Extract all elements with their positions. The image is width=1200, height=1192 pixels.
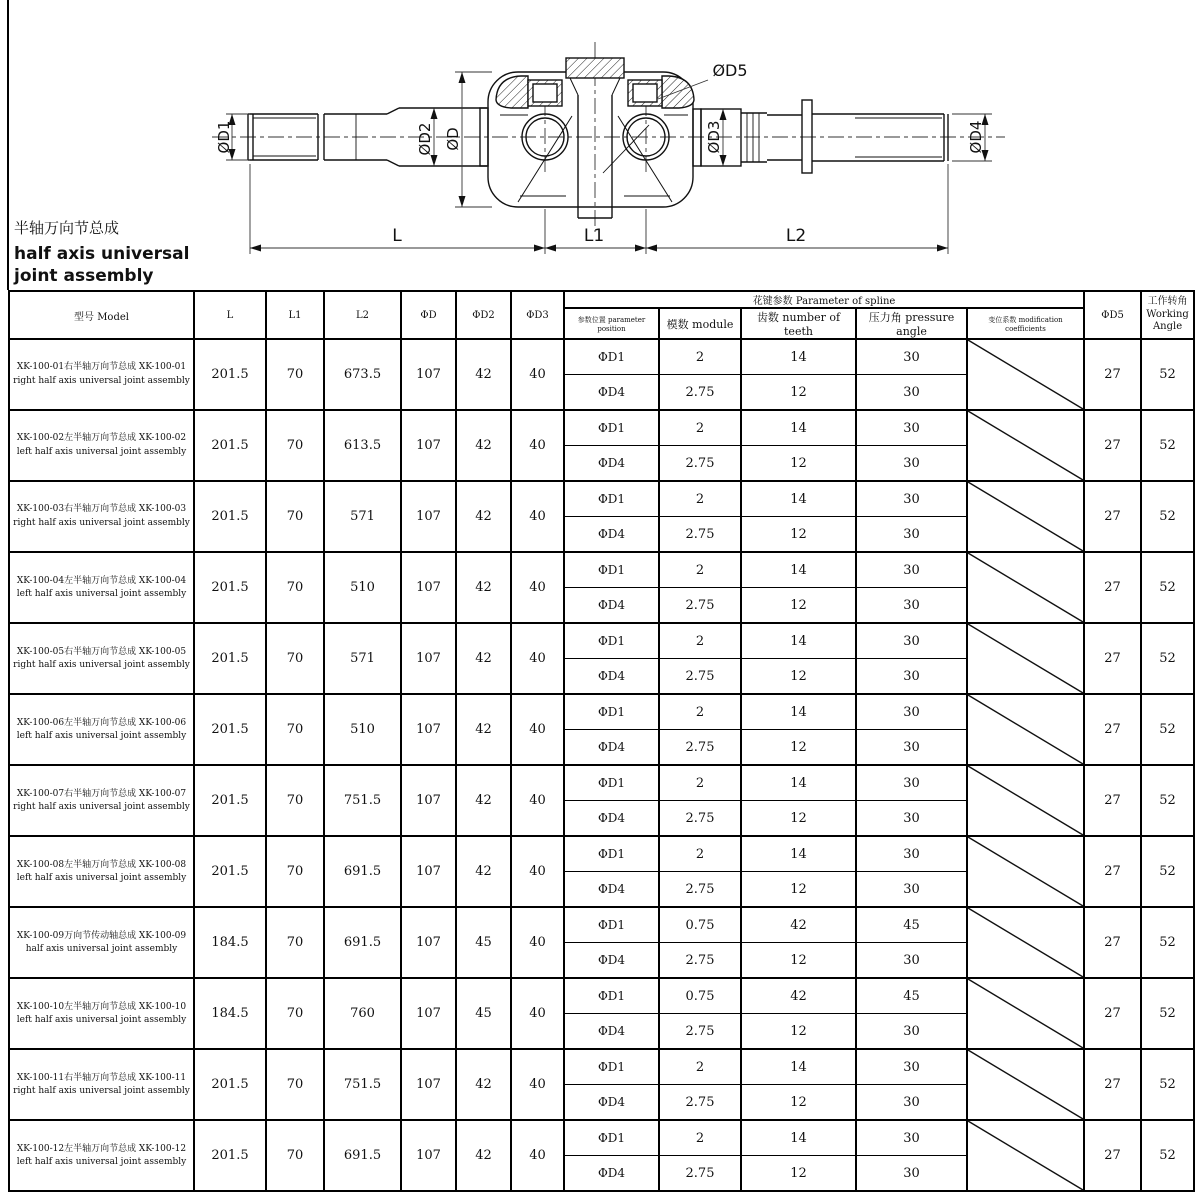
model-cell: XK-100-02左半轴万向节总成 XK-100-02 left half axis universal joint assembly <box>9 410 194 481</box>
header-L2: L2 <box>324 291 401 339</box>
hatched-lobe-right <box>662 76 694 108</box>
spline-module: 2 <box>659 410 741 446</box>
spline-module: 2.75 <box>659 943 741 979</box>
d3-value: 40 <box>511 410 564 481</box>
spline-teeth: 14 <box>741 836 856 872</box>
spline-teeth: 14 <box>741 410 856 446</box>
d3-value: 40 <box>511 481 564 552</box>
d-value: 107 <box>401 836 456 907</box>
spline-pressure-angle: 30 <box>856 375 967 411</box>
dim-label-L: L <box>392 226 402 246</box>
d5-value: 27 <box>1084 694 1141 765</box>
working-angle-value: 52 <box>1141 836 1194 907</box>
d2-value: 42 <box>456 339 511 410</box>
diagonal-slash <box>968 553 1083 622</box>
top-cap <box>566 58 624 78</box>
l-value: 184.5 <box>194 978 266 1049</box>
spline-teeth: 12 <box>741 872 856 908</box>
spline-pressure-angle: 30 <box>856 552 967 588</box>
l2-value: 751.5 <box>324 1049 401 1120</box>
spline-module: 2.75 <box>659 1156 741 1192</box>
model-cell: XK-100-10左半轴万向节总成 XK-100-10 left half axis universal joint assembly <box>9 978 194 1049</box>
spline-module: 2 <box>659 481 741 517</box>
spline-pressure-angle: 30 <box>856 1049 967 1085</box>
model-cell: XK-100-04左半轴万向节总成 XK-100-04 left half axis universal joint assembly <box>9 552 194 623</box>
working-angle-value: 52 <box>1141 410 1194 481</box>
diagonal-slash <box>968 482 1083 551</box>
d5-value: 27 <box>1084 339 1141 410</box>
title-zh: 半轴万向节总成 <box>14 219 120 237</box>
spline-pressure-angle: 30 <box>856 943 967 979</box>
spline-module: 0.75 <box>659 978 741 1014</box>
d5-value: 27 <box>1084 1120 1141 1191</box>
spline-teeth: 12 <box>741 446 856 482</box>
header-pressure-angle: 压力角 pressure angle <box>856 308 967 339</box>
working-angle-value: 52 <box>1141 481 1194 552</box>
d3-value: 40 <box>511 552 564 623</box>
l-value: 201.5 <box>194 552 266 623</box>
d-value: 107 <box>401 339 456 410</box>
model-cell: XK-100-03右半轴万向节总成 XK-100-03 right half axis universal joint assembly <box>9 481 194 552</box>
mod-coeff-cell <box>967 481 1084 552</box>
spline-teeth: 12 <box>741 517 856 553</box>
l2-value: 760 <box>324 978 401 1049</box>
spline-position: ΦD4 <box>564 659 659 695</box>
spline-pressure-angle: 30 <box>856 410 967 446</box>
spline-module: 2 <box>659 552 741 588</box>
l2-value: 613.5 <box>324 410 401 481</box>
dim-label-L2: L2 <box>785 226 807 246</box>
d2-value: 42 <box>456 836 511 907</box>
spec-table <box>8 290 1195 1192</box>
l2-value: 751.5 <box>324 765 401 836</box>
working-angle-value: 52 <box>1141 339 1194 410</box>
d3-value: 40 <box>511 978 564 1049</box>
table-row <box>9 978 1194 1049</box>
joint-housing <box>480 58 701 218</box>
l2-value: 510 <box>324 552 401 623</box>
mod-coeff-cell <box>967 836 1084 907</box>
spline-module: 2 <box>659 1120 741 1156</box>
l1-value: 70 <box>266 410 324 481</box>
table-row <box>9 907 1194 978</box>
l2-value: 691.5 <box>324 907 401 978</box>
spline-position: ΦD1 <box>564 410 659 446</box>
spline-pressure-angle: 30 <box>856 765 967 801</box>
spline-position: ΦD1 <box>564 1049 659 1085</box>
l1-value: 70 <box>266 694 324 765</box>
dim-label-L1: L1 <box>583 226 605 246</box>
spline-pressure-angle: 30 <box>856 1085 967 1121</box>
spline-teeth: 14 <box>741 765 856 801</box>
header-mod-coeff: 变位系数 modification coefficients <box>967 308 1084 339</box>
spline-teeth: 12 <box>741 588 856 624</box>
spline-position: ΦD4 <box>564 801 659 837</box>
working-angle-value: 52 <box>1141 623 1194 694</box>
diagonal-slash <box>968 411 1083 480</box>
diagonal-slash <box>968 1121 1083 1190</box>
d-value: 107 <box>401 481 456 552</box>
spline-pressure-angle: 30 <box>856 1120 967 1156</box>
spline-pressure-angle: 30 <box>856 872 967 908</box>
spline-position: ΦD4 <box>564 730 659 766</box>
spline-module: 2.75 <box>659 730 741 766</box>
spline-position: ΦD1 <box>564 694 659 730</box>
spline-position: ΦD1 <box>564 339 659 375</box>
l-value: 201.5 <box>194 694 266 765</box>
table-row <box>9 836 1194 907</box>
spline-teeth: 14 <box>741 623 856 659</box>
spline-teeth: 12 <box>741 1156 856 1192</box>
spline-module: 2.75 <box>659 375 741 411</box>
spline-module: 2.75 <box>659 1014 741 1050</box>
dim-label-d5: ØD5 <box>712 61 748 80</box>
spline-position: ΦD4 <box>564 375 659 411</box>
d-value: 107 <box>401 1120 456 1191</box>
spline-pressure-angle: 45 <box>856 907 967 943</box>
l-value: 201.5 <box>194 765 266 836</box>
d3-value: 40 <box>511 1049 564 1120</box>
header-spline-group: 花键参数 Parameter of spline <box>564 291 1084 308</box>
spline-pressure-angle: 30 <box>856 1014 967 1050</box>
spline-pressure-angle: 30 <box>856 659 967 695</box>
mod-coeff-cell <box>967 1049 1084 1120</box>
spline-module: 0.75 <box>659 907 741 943</box>
d2-value: 42 <box>456 1049 511 1120</box>
d2-value: 42 <box>456 694 511 765</box>
spline-module: 2.75 <box>659 588 741 624</box>
spline-teeth: 12 <box>741 659 856 695</box>
d2-value: 42 <box>456 765 511 836</box>
spline-module: 2.75 <box>659 801 741 837</box>
l2-value: 673.5 <box>324 339 401 410</box>
diagonal-slash <box>968 1050 1083 1119</box>
spline-position: ΦD4 <box>564 588 659 624</box>
mod-coeff-cell <box>967 552 1084 623</box>
d2-value: 42 <box>456 552 511 623</box>
spline-position: ΦD1 <box>564 552 659 588</box>
d2-value: 42 <box>456 410 511 481</box>
spline-position: ΦD4 <box>564 943 659 979</box>
l1-value: 70 <box>266 978 324 1049</box>
spline-teeth: 14 <box>741 481 856 517</box>
d3-value: 40 <box>511 623 564 694</box>
spline-pressure-angle: 30 <box>856 694 967 730</box>
mod-coeff-cell <box>967 623 1084 694</box>
spline-pressure-angle: 30 <box>856 1156 967 1192</box>
l2-value: 691.5 <box>324 836 401 907</box>
l2-value: 510 <box>324 694 401 765</box>
spline-pressure-angle: 30 <box>856 339 967 375</box>
spline-teeth: 12 <box>741 943 856 979</box>
working-angle-value: 52 <box>1141 978 1194 1049</box>
spline-module: 2 <box>659 694 741 730</box>
d3-value: 40 <box>511 907 564 978</box>
spline-position: ΦD4 <box>564 517 659 553</box>
title-en-line2: joint assembly <box>14 266 154 286</box>
spline-teeth: 14 <box>741 1120 856 1156</box>
spline-position: ΦD1 <box>564 836 659 872</box>
l-value: 201.5 <box>194 339 266 410</box>
header-param-position: 参数位置 parameter position <box>564 308 659 339</box>
spline-position: ΦD1 <box>564 978 659 1014</box>
d2-value: 42 <box>456 481 511 552</box>
d5-value: 27 <box>1084 765 1141 836</box>
d2-value: 42 <box>456 623 511 694</box>
header-D: ΦD <box>401 291 456 339</box>
spline-position: ΦD1 <box>564 765 659 801</box>
header-L: L <box>194 291 266 339</box>
d5-value: 27 <box>1084 907 1141 978</box>
spline-pressure-angle: 30 <box>856 481 967 517</box>
d-value: 107 <box>401 978 456 1049</box>
working-angle-value: 52 <box>1141 907 1194 978</box>
header-working-angle <box>1141 291 1194 339</box>
table-row <box>9 552 1194 623</box>
l1-value: 70 <box>266 339 324 410</box>
header-D3: ΦD3 <box>511 291 564 339</box>
model-cell: XK-100-08左半轴万向节总成 XK-100-08 left half axis universal joint assembly <box>9 836 194 907</box>
spline-module: 2 <box>659 836 741 872</box>
table-header <box>9 291 1194 339</box>
model-cell: XK-100-06左半轴万向节总成 XK-100-06 left half axis universal joint assembly <box>9 694 194 765</box>
diagonal-slash <box>968 695 1083 764</box>
mod-coeff-cell <box>967 339 1084 410</box>
l-value: 201.5 <box>194 410 266 481</box>
spline-teeth: 14 <box>741 1049 856 1085</box>
header-module: 模数 module <box>659 308 741 339</box>
d-value: 107 <box>401 410 456 481</box>
diagonal-slash <box>968 624 1083 693</box>
d5-value: 27 <box>1084 836 1141 907</box>
spline-position: ΦD4 <box>564 446 659 482</box>
l1-value: 70 <box>266 836 324 907</box>
dim-label-d: ØD <box>444 127 462 151</box>
dim-label-d2: ØD2 <box>416 122 434 156</box>
header-D2: ΦD2 <box>456 291 511 339</box>
d2-value: 42 <box>456 1120 511 1191</box>
spline-teeth: 14 <box>741 552 856 588</box>
spline-position: ΦD1 <box>564 623 659 659</box>
spline-module: 2 <box>659 623 741 659</box>
d3-value: 40 <box>511 339 564 410</box>
technical-drawing <box>0 0 1200 290</box>
spline-teeth: 12 <box>741 730 856 766</box>
mod-coeff-cell <box>967 907 1084 978</box>
d3-value: 40 <box>511 694 564 765</box>
d5-value: 27 <box>1084 481 1141 552</box>
l1-value: 70 <box>266 907 324 978</box>
mod-coeff-cell <box>967 765 1084 836</box>
l-value: 201.5 <box>194 836 266 907</box>
working-angle-value: 52 <box>1141 765 1194 836</box>
mod-coeff-cell <box>967 410 1084 481</box>
spline-module: 2.75 <box>659 446 741 482</box>
spline-position: ΦD4 <box>564 1156 659 1192</box>
d3-value: 40 <box>511 765 564 836</box>
table-row <box>9 765 1194 836</box>
title-en-line1: half axis universal <box>14 244 190 264</box>
diagonal-slash <box>968 766 1083 835</box>
l-value: 184.5 <box>194 907 266 978</box>
l1-value: 70 <box>266 1049 324 1120</box>
mod-coeff-cell <box>967 978 1084 1049</box>
header-working-angle-zh: 工作转角 <box>1147 296 1188 308</box>
l1-value: 70 <box>266 481 324 552</box>
spline-teeth: 12 <box>741 1085 856 1121</box>
d5-value: 27 <box>1084 623 1141 694</box>
diagonal-slash <box>968 340 1083 409</box>
spline-module: 2 <box>659 339 741 375</box>
l1-value: 70 <box>266 552 324 623</box>
spline-pressure-angle: 30 <box>856 836 967 872</box>
spline-position: ΦD1 <box>564 1120 659 1156</box>
spline-pressure-angle: 30 <box>856 801 967 837</box>
header-L1: L1 <box>266 291 324 339</box>
l1-value: 70 <box>266 1120 324 1191</box>
spline-module: 2 <box>659 765 741 801</box>
header-teeth: 齿数 number of teeth <box>741 308 856 339</box>
diagonal-slash <box>968 979 1083 1048</box>
spline-module: 2.75 <box>659 517 741 553</box>
header-D5: ΦD5 <box>1084 291 1141 339</box>
table-row <box>9 1049 1194 1120</box>
working-angle-value: 52 <box>1141 552 1194 623</box>
spline-position: ΦD1 <box>564 907 659 943</box>
d2-value: 45 <box>456 907 511 978</box>
spline-module: 2.75 <box>659 659 741 695</box>
table-row <box>9 1120 1194 1191</box>
spline-module: 2.75 <box>659 872 741 908</box>
l2-value: 691.5 <box>324 1120 401 1191</box>
table-row <box>9 623 1194 694</box>
l1-value: 70 <box>266 765 324 836</box>
table-row <box>9 694 1194 765</box>
d-value: 107 <box>401 1049 456 1120</box>
d-value: 107 <box>401 552 456 623</box>
diagonal-slash <box>968 837 1083 906</box>
dim-label-d4: ØD4 <box>967 120 985 154</box>
working-angle-value: 52 <box>1141 694 1194 765</box>
spline-position: ΦD4 <box>564 1085 659 1121</box>
spline-pressure-angle: 30 <box>856 446 967 482</box>
spline-position: ΦD4 <box>564 872 659 908</box>
table-row <box>9 410 1194 481</box>
d-value: 107 <box>401 765 456 836</box>
l1-value: 70 <box>266 623 324 694</box>
dim-label-d3: ØD3 <box>705 120 723 154</box>
spline-position: ΦD4 <box>564 1014 659 1050</box>
d-value: 107 <box>401 694 456 765</box>
model-cell: XK-100-05右半轴万向节总成 XK-100-05 right half axis universal joint assembly <box>9 623 194 694</box>
model-cell: XK-100-11右半轴万向节总成 XK-100-11 right half axis universal joint assembly <box>9 1049 194 1120</box>
d3-value: 40 <box>511 836 564 907</box>
d5-value: 27 <box>1084 978 1141 1049</box>
model-cell: XK-100-01右半轴万向节总成 XK-100-01 right half axis universal joint assembly <box>9 339 194 410</box>
spline-teeth: 14 <box>741 339 856 375</box>
d5-value: 27 <box>1084 410 1141 481</box>
dim-label-d1: ØD1 <box>215 120 233 154</box>
spline-module: 2.75 <box>659 1085 741 1121</box>
spline-teeth: 12 <box>741 375 856 411</box>
l2-value: 571 <box>324 623 401 694</box>
spline-pressure-angle: 30 <box>856 730 967 766</box>
mod-coeff-cell <box>967 1120 1084 1191</box>
spline-teeth: 42 <box>741 907 856 943</box>
l-value: 201.5 <box>194 1049 266 1120</box>
l2-value: 571 <box>324 481 401 552</box>
header-working-angle-en: Working Angle <box>1146 308 1189 333</box>
d-value: 107 <box>401 907 456 978</box>
spline-pressure-angle: 45 <box>856 978 967 1014</box>
spline-module: 2 <box>659 1049 741 1085</box>
model-cell: XK-100-12左半轴万向节总成 XK-100-12 left half axis universal joint assembly <box>9 1120 194 1191</box>
l-value: 201.5 <box>194 623 266 694</box>
header-model: 型号 Model <box>9 291 194 339</box>
right-shaft <box>701 100 948 173</box>
d-value: 107 <box>401 623 456 694</box>
spline-pressure-angle: 30 <box>856 588 967 624</box>
working-angle-value: 52 <box>1141 1049 1194 1120</box>
diagonal-slash <box>968 908 1083 977</box>
d5-value: 27 <box>1084 552 1141 623</box>
spline-teeth: 12 <box>741 801 856 837</box>
d5-value: 27 <box>1084 1049 1141 1120</box>
diameter-dimensions <box>226 72 992 207</box>
spline-teeth: 14 <box>741 694 856 730</box>
d3-value: 40 <box>511 1120 564 1191</box>
table-row <box>9 481 1194 552</box>
spline-teeth: 42 <box>741 978 856 1014</box>
spline-position: ΦD1 <box>564 481 659 517</box>
hatched-lobe-left <box>496 76 528 108</box>
d2-value: 45 <box>456 978 511 1049</box>
l-value: 201.5 <box>194 481 266 552</box>
working-angle-value: 52 <box>1141 1120 1194 1191</box>
spline-teeth: 12 <box>741 1014 856 1050</box>
model-cell: XK-100-09万向节传动轴总成 XK-100-09 half axis universal joint assembly <box>9 907 194 978</box>
l-value: 201.5 <box>194 1120 266 1191</box>
table-row <box>9 339 1194 410</box>
spline-pressure-angle: 30 <box>856 517 967 553</box>
model-cell: XK-100-07右半轴万向节总成 XK-100-07 right half axis universal joint assembly <box>9 765 194 836</box>
mod-coeff-cell <box>967 694 1084 765</box>
spline-pressure-angle: 30 <box>856 623 967 659</box>
